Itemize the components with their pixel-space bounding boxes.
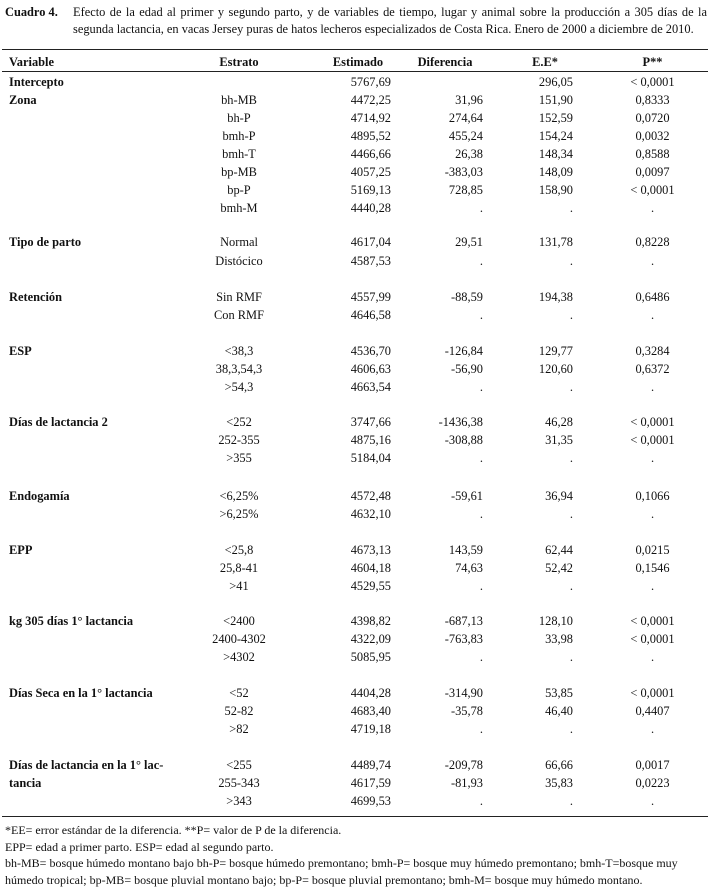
cell-estrato: <252 bbox=[226, 415, 252, 429]
cell-ee: . bbox=[569, 380, 573, 394]
cell-diferencia: -687,13 bbox=[444, 614, 483, 628]
cell-diferencia: . bbox=[479, 650, 483, 664]
cell-estimado: 5169,13 bbox=[350, 183, 391, 197]
header-rule bbox=[2, 71, 708, 72]
table-row bbox=[0, 702, 711, 720]
cell-estrato: >355 bbox=[226, 451, 252, 465]
cell-estrato: Con RMF bbox=[214, 308, 264, 322]
cell-ee: 33,98 bbox=[545, 632, 573, 646]
cell-estrato: >343 bbox=[226, 794, 252, 808]
cell-estimado: 4606,63 bbox=[350, 362, 391, 376]
cell-variable: EPP bbox=[9, 543, 33, 557]
cell-p: < 0,0001 bbox=[630, 183, 675, 197]
cell-diferencia: . bbox=[479, 451, 483, 465]
cell-estimado: 4057,25 bbox=[350, 165, 391, 179]
cell-estimado: 4699,53 bbox=[350, 794, 391, 808]
cell-estimado: 4719,18 bbox=[350, 722, 391, 736]
cell-p: . bbox=[650, 308, 655, 322]
cell-ee: 66,66 bbox=[545, 758, 573, 772]
cell-estimado: 4604,18 bbox=[350, 561, 391, 575]
cell-p: . bbox=[650, 722, 655, 736]
cell-ee: 129,77 bbox=[538, 344, 573, 358]
cell-estimado: 4646,58 bbox=[350, 308, 391, 322]
table-row bbox=[0, 199, 711, 217]
footnote-abbrev-ee-p: *EE= error estándar de la diferencia. **P= valor de P de la diferencia. bbox=[5, 823, 342, 837]
cell-estrato: bmh-M bbox=[220, 201, 258, 215]
cell-estimado: 4663,54 bbox=[350, 380, 391, 394]
table-row bbox=[0, 774, 711, 792]
cell-ee: 154,24 bbox=[538, 129, 573, 143]
cell-estimado: 4617,04 bbox=[350, 235, 391, 249]
cell-estimado: 4322,09 bbox=[350, 632, 391, 646]
cell-diferencia: 29,51 bbox=[455, 235, 483, 249]
table-row bbox=[0, 648, 711, 666]
cell-estrato: >82 bbox=[229, 722, 249, 736]
cell-estimado: 4466,66 bbox=[350, 147, 391, 161]
cell-diferencia: 74,63 bbox=[455, 561, 483, 575]
cell-diferencia: -209,78 bbox=[444, 758, 483, 772]
cell-ee: 151,90 bbox=[538, 93, 573, 107]
cell-estimado: 5085,95 bbox=[350, 650, 391, 664]
cell-variable: Intercepto bbox=[9, 75, 64, 89]
cell-p: 0,6372 bbox=[635, 362, 670, 376]
cell-diferencia: -88,59 bbox=[450, 290, 483, 304]
cell-ee: 131,78 bbox=[538, 235, 573, 249]
cell-estimado: 4557,99 bbox=[350, 290, 391, 304]
cell-p: < 0,0001 bbox=[630, 686, 675, 700]
cell-diferencia: . bbox=[479, 507, 483, 521]
cell-diferencia: . bbox=[479, 254, 483, 268]
cell-ee: 46,40 bbox=[545, 704, 573, 718]
cell-variable: Retención bbox=[9, 290, 62, 304]
table-row bbox=[0, 306, 711, 324]
header-p: P** bbox=[642, 55, 663, 69]
cell-diferencia: . bbox=[479, 794, 483, 808]
cell-p: . bbox=[650, 507, 655, 521]
cell-ee: 194,38 bbox=[538, 290, 573, 304]
cell-p: . bbox=[650, 254, 655, 268]
table-row bbox=[0, 449, 711, 467]
cell-variable: Días de lactancia en la 1° lac- bbox=[9, 758, 164, 772]
cell-estrato: <52 bbox=[229, 686, 249, 700]
bottom-rule bbox=[2, 816, 708, 817]
cell-p: 0,8588 bbox=[635, 147, 670, 161]
header-estimado: Estimado bbox=[332, 55, 384, 69]
cell-estrato: Normal bbox=[220, 235, 258, 249]
cell-diferencia: . bbox=[479, 579, 483, 593]
cell-p: < 0,0001 bbox=[630, 433, 675, 447]
table-row bbox=[0, 559, 711, 577]
cell-estimado: 4714,92 bbox=[350, 111, 391, 125]
cell-estrato: 255-343 bbox=[218, 776, 260, 790]
cell-ee: 296,05 bbox=[538, 75, 573, 89]
cell-p: 0,8333 bbox=[635, 93, 670, 107]
cell-diferencia: 455,24 bbox=[448, 129, 483, 143]
footnote-abbrev-epp-esp: EPP= edad a primer parto. ESP= edad al segundo parto. bbox=[5, 839, 274, 854]
cell-ee: . bbox=[569, 650, 573, 664]
cell-p: . bbox=[650, 794, 655, 808]
table-row bbox=[0, 109, 711, 127]
table-row bbox=[0, 612, 711, 630]
cell-p: 0,0215 bbox=[635, 543, 670, 557]
cell-p: 0,0017 bbox=[635, 758, 670, 772]
cell-estrato: bp-MB bbox=[221, 165, 257, 179]
cell-estrato: >4302 bbox=[223, 650, 255, 664]
cell-diferencia: . bbox=[479, 201, 483, 215]
table-row bbox=[0, 756, 711, 774]
cell-p: 0,8228 bbox=[635, 235, 670, 249]
cell-estrato: 25,8-41 bbox=[219, 561, 259, 575]
cell-estrato: bh-MB bbox=[221, 93, 257, 107]
header-ee: E.E* bbox=[532, 55, 558, 69]
cell-p: 0,6486 bbox=[635, 290, 670, 304]
cell-p: < 0,0001 bbox=[630, 415, 675, 429]
cell-estimado: 4440,28 bbox=[350, 201, 391, 215]
cell-p: . bbox=[650, 650, 655, 664]
cell-diferencia: -126,84 bbox=[444, 344, 483, 358]
table-row bbox=[0, 684, 711, 702]
table-row bbox=[0, 378, 711, 396]
cell-ee: 62,44 bbox=[545, 543, 573, 557]
cell-estimado: 4572,48 bbox=[350, 489, 391, 503]
cell-p: 0,0720 bbox=[635, 111, 670, 125]
table-header bbox=[0, 53, 711, 71]
cell-p: . bbox=[650, 451, 655, 465]
cell-estimado: 4875,16 bbox=[350, 433, 391, 447]
cell-estrato: 38,3,54,3 bbox=[215, 362, 263, 376]
cell-diferencia: 31,96 bbox=[455, 93, 483, 107]
table-row bbox=[0, 630, 711, 648]
cell-estimado: 4632,10 bbox=[350, 507, 391, 521]
table-row bbox=[0, 181, 711, 199]
cell-estimado: 5184,04 bbox=[350, 451, 391, 465]
cell-p: 0,4407 bbox=[635, 704, 670, 718]
cell-estrato: 252-355 bbox=[218, 433, 260, 447]
cell-diferencia: -35,78 bbox=[450, 704, 483, 718]
cell-diferencia: . bbox=[479, 380, 483, 394]
cell-estrato: bp-P bbox=[227, 183, 251, 197]
table-row bbox=[0, 792, 711, 810]
table-row bbox=[0, 577, 711, 595]
header-diferencia: Diferencia bbox=[417, 55, 473, 69]
cell-estrato: bmh-P bbox=[222, 129, 256, 143]
cell-diferencia: -81,93 bbox=[450, 776, 483, 790]
cell-diferencia: -1436,38 bbox=[438, 415, 483, 429]
cell-estimado: 4529,55 bbox=[350, 579, 391, 593]
cell-estimado: 4472,25 bbox=[350, 93, 391, 107]
cell-estimado: 4587,53 bbox=[350, 254, 391, 268]
cell-diferencia: -59,61 bbox=[450, 489, 483, 503]
cell-estimado: 4536,70 bbox=[350, 344, 391, 358]
cell-ee: 46,28 bbox=[545, 415, 573, 429]
cell-ee: . bbox=[569, 451, 573, 465]
cell-p: 0,1546 bbox=[635, 561, 670, 575]
cell-p: 0,0032 bbox=[635, 129, 670, 143]
cell-ee: . bbox=[569, 794, 573, 808]
cell-estrato: 52-82 bbox=[224, 704, 254, 718]
cell-p: . bbox=[650, 380, 655, 394]
cell-ee: . bbox=[569, 579, 573, 593]
cell-ee: . bbox=[569, 308, 573, 322]
cell-ee: 120,60 bbox=[538, 362, 573, 376]
cell-variable: Endogamía bbox=[9, 489, 70, 503]
cell-p: 0,0097 bbox=[635, 165, 670, 179]
table-row bbox=[0, 342, 711, 360]
cell-ee: 52,42 bbox=[545, 561, 573, 575]
cell-estrato: <255 bbox=[226, 758, 252, 772]
cell-diferencia: 274,64 bbox=[448, 111, 483, 125]
table-row bbox=[0, 360, 711, 378]
cell-diferencia: -763,83 bbox=[444, 632, 483, 646]
cell-variable: Zona bbox=[9, 93, 37, 107]
cell-diferencia: . bbox=[479, 722, 483, 736]
cell-estrato: >6,25% bbox=[219, 507, 259, 521]
cell-ee: . bbox=[569, 254, 573, 268]
cell-p: 0,1066 bbox=[635, 489, 670, 503]
cell-diferencia: 26,38 bbox=[455, 147, 483, 161]
cell-p: . bbox=[650, 579, 655, 593]
table-row bbox=[0, 73, 711, 91]
header-variable: Variable bbox=[9, 55, 54, 69]
table-row bbox=[0, 127, 711, 145]
cell-variable: Días Seca en la 1° lactancia bbox=[9, 686, 153, 700]
table-row bbox=[0, 163, 711, 181]
cell-ee: 148,34 bbox=[538, 147, 573, 161]
cell-p: < 0,0001 bbox=[630, 632, 675, 646]
cell-estimado: 4398,82 bbox=[350, 614, 391, 628]
table-row bbox=[0, 91, 711, 109]
cell-variable: Tipo de parto bbox=[9, 235, 82, 249]
table-row bbox=[0, 720, 711, 738]
cell-estimado: 5767,69 bbox=[350, 75, 391, 89]
table-row bbox=[0, 233, 711, 251]
table-row bbox=[0, 487, 711, 505]
cell-variable: tancia bbox=[9, 776, 42, 790]
table-row bbox=[0, 505, 711, 523]
table-row bbox=[0, 431, 711, 449]
cell-estrato: bmh-T bbox=[222, 147, 256, 161]
cell-estimado: 4404,28 bbox=[350, 686, 391, 700]
cell-p: . bbox=[650, 201, 655, 215]
table-row bbox=[0, 288, 711, 306]
footnote-abbrev-zones: bh-MB= bosque húmedo montano bajo bh-P= bosque húmedo premontano; bmh-P= bosque muy húmedo premontano; bmh-T=bosque muy húmedo tropical; bp-MB= bosque pluvial montano bajo; bp-P= bosque pluvial premontano; bmh-M= bosque muy húmedo montano. bbox=[5, 856, 678, 887]
footnotes bbox=[5, 822, 707, 888]
cell-p: < 0,0001 bbox=[630, 614, 675, 628]
cell-ee: 152,59 bbox=[538, 111, 573, 125]
table-row bbox=[0, 541, 711, 559]
cell-estimado: 4489,74 bbox=[350, 758, 391, 772]
cell-ee: . bbox=[569, 201, 573, 215]
cell-ee: . bbox=[569, 507, 573, 521]
cell-p: < 0,0001 bbox=[630, 75, 675, 89]
cell-estrato: 2400-4302 bbox=[212, 632, 266, 646]
cell-ee: . bbox=[569, 722, 573, 736]
cell-variable: ESP bbox=[9, 344, 32, 358]
cell-p: 0,0223 bbox=[635, 776, 670, 790]
table-row bbox=[0, 413, 711, 431]
top-rule bbox=[2, 49, 708, 50]
cell-diferencia: . bbox=[479, 308, 483, 322]
cell-estrato: <6,25% bbox=[219, 489, 259, 503]
cell-diferencia: -383,03 bbox=[444, 165, 483, 179]
cell-estrato: <38,3 bbox=[224, 344, 254, 358]
cell-p: 0,3284 bbox=[635, 344, 670, 358]
cell-ee: 53,85 bbox=[545, 686, 573, 700]
cell-estimado: 4683,40 bbox=[350, 704, 391, 718]
cell-diferencia: 143,59 bbox=[448, 543, 483, 557]
cell-diferencia: -314,90 bbox=[444, 686, 483, 700]
caption-label: Cuadro 4. bbox=[5, 5, 58, 19]
cell-ee: 35,83 bbox=[545, 776, 573, 790]
cell-ee: 148,09 bbox=[538, 165, 573, 179]
cell-diferencia: -308,88 bbox=[444, 433, 483, 447]
cell-estrato: bh-P bbox=[227, 111, 251, 125]
cell-estimado: 3747,66 bbox=[350, 415, 391, 429]
cell-estrato: Sin RMF bbox=[216, 290, 262, 304]
table-row bbox=[0, 252, 711, 270]
cell-estimado: 4673,13 bbox=[350, 543, 391, 557]
cell-ee: 31,35 bbox=[545, 433, 573, 447]
cell-estimado: 4895,52 bbox=[350, 129, 391, 143]
caption-text: Efecto de la edad al primer y segundo parto, y de variables de tiempo, lugar y animal sobre la producción a 305 días de la segunda lactancia, en vacas Jersey puras de hatos lecheros especializados de Costa Rica. Enero de 2000 a diciembre de 2010. bbox=[73, 5, 707, 36]
cell-ee: 128,10 bbox=[538, 614, 573, 628]
cell-estrato: >54,3 bbox=[224, 380, 254, 394]
cell-variable: kg 305 días 1° lactancia bbox=[9, 614, 134, 628]
cell-estimado: 4617,59 bbox=[350, 776, 391, 790]
cell-estrato: <25,8 bbox=[224, 543, 254, 557]
cell-diferencia: 728,85 bbox=[448, 183, 483, 197]
cell-ee: 36,94 bbox=[545, 489, 573, 503]
cell-estrato: <2400 bbox=[223, 614, 255, 628]
cell-estrato: Distócico bbox=[215, 254, 263, 268]
cell-variable: Días de lactancia 2 bbox=[9, 415, 108, 429]
cell-diferencia: -56,90 bbox=[450, 362, 483, 376]
cell-ee: 158,90 bbox=[538, 183, 573, 197]
header-estrato: Estrato bbox=[219, 55, 259, 69]
table-row bbox=[0, 145, 711, 163]
cell-estrato: >41 bbox=[229, 579, 249, 593]
